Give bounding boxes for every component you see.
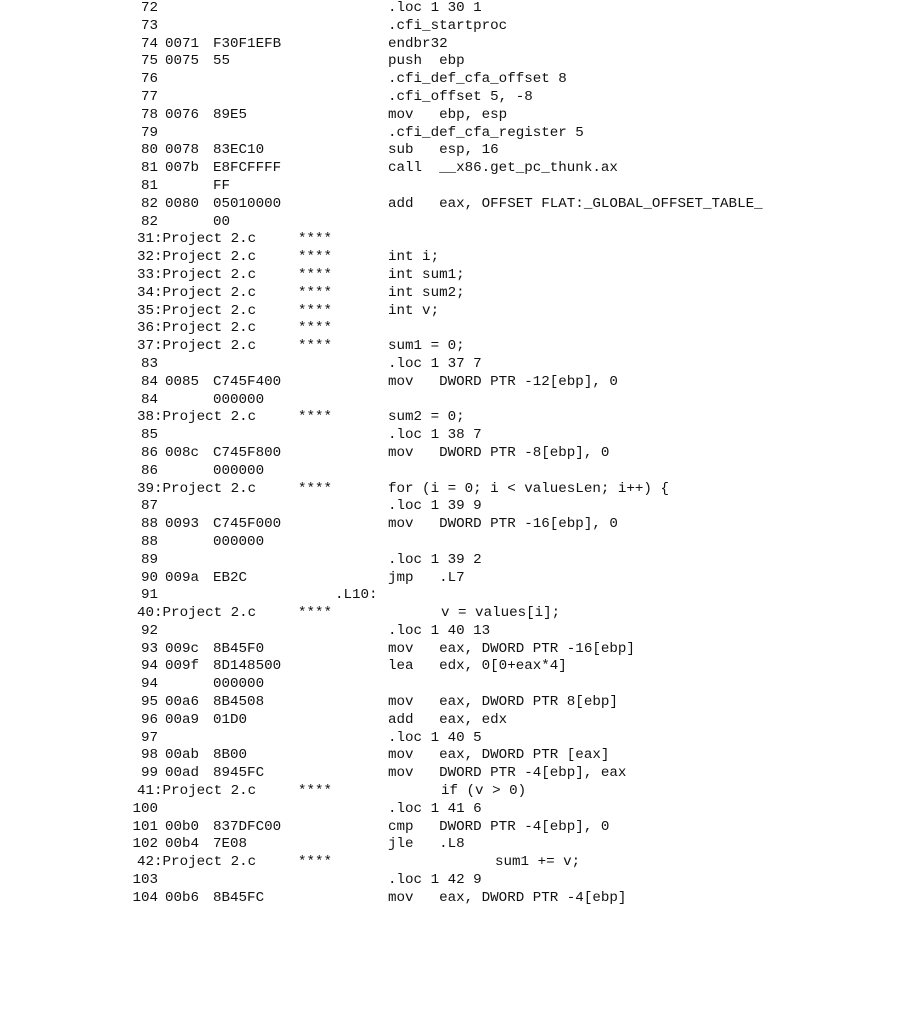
listing-machine-code: 000000 xyxy=(213,533,265,550)
listing-line-number: 103 xyxy=(132,872,158,889)
listing-line-number: 75 xyxy=(140,53,158,70)
listing-instruction: lea edx, 0[0+eax*4] xyxy=(388,658,567,675)
listing-instruction: .cfi_offset 5, -8 xyxy=(388,88,533,105)
listing-instruction: .loc 1 37 7 xyxy=(388,355,482,372)
listing-source-marker: **** xyxy=(298,231,333,248)
listing-machine-code: 7E08 xyxy=(213,836,248,853)
listing-machine-code: FF xyxy=(213,177,231,194)
listing-line-number: 98 xyxy=(140,747,158,764)
listing-line-number: 86 xyxy=(140,462,158,479)
listing-address: 00a9 xyxy=(165,711,200,728)
listing-instruction: .loc 1 39 9 xyxy=(388,498,482,515)
listing-source-row xyxy=(128,783,888,801)
listing-source-row xyxy=(128,303,888,321)
listing-instruction: mov eax, DWORD PTR 8[ebp] xyxy=(388,694,618,711)
listing-source-ref: 31:Project 2.c xyxy=(137,231,257,248)
listing-instruction: cmp DWORD PTR -4[ebp], 0 xyxy=(388,818,610,835)
listing-source-code: v = values[i]; xyxy=(441,605,561,622)
listing-line-number: 101 xyxy=(132,818,158,835)
listing-asm-row xyxy=(128,890,888,908)
listing-line-number: 102 xyxy=(132,836,158,853)
listing-asm-row xyxy=(128,498,888,516)
listing-source-marker: **** xyxy=(298,320,333,337)
listing-source-code: sum2 = 0; xyxy=(388,409,465,426)
listing-line-number: 78 xyxy=(140,106,158,123)
listing-asm-row xyxy=(128,178,888,196)
listing-line-number: 84 xyxy=(140,373,158,390)
listing-asm-row xyxy=(128,214,888,232)
listing-machine-code: 8B00 xyxy=(213,747,248,764)
listing-source-row xyxy=(128,267,888,285)
listing-asm-row xyxy=(128,712,888,730)
listing-address: 0080 xyxy=(165,195,200,212)
listing-source-row xyxy=(128,854,888,872)
listing-machine-code: 8D148500 xyxy=(213,658,282,675)
listing-asm-row xyxy=(128,463,888,481)
listing-source-row xyxy=(128,231,888,249)
listing-asm-row xyxy=(128,142,888,160)
listing-instruction: .loc 1 40 13 xyxy=(388,622,491,639)
listing-line-number: 99 xyxy=(140,765,158,782)
listing-line-number: 87 xyxy=(140,498,158,515)
listing-address: 00a6 xyxy=(165,694,200,711)
listing-machine-code: 000000 xyxy=(213,676,265,693)
listing-machine-code: 000000 xyxy=(213,391,265,408)
listing-instruction: .loc 1 41 6 xyxy=(388,800,482,817)
listing-machine-code: 05010000 xyxy=(213,195,282,212)
listing-line-number: 77 xyxy=(140,88,158,105)
listing-source-code: for (i = 0; i < valuesLen; i++) { xyxy=(388,480,669,497)
listing-address: 008c xyxy=(165,444,200,461)
listing-source-code: int i; xyxy=(388,249,440,266)
listing-instruction: sub esp, 16 xyxy=(388,142,499,159)
listing-machine-code: 01D0 xyxy=(213,711,248,728)
listing-source-row xyxy=(128,320,888,338)
listing-line-number: 81 xyxy=(140,177,158,194)
listing-line-number: 100 xyxy=(132,800,158,817)
listing-line-number: 84 xyxy=(140,391,158,408)
listing-line-number: 94 xyxy=(140,658,158,675)
listing-line-number: 80 xyxy=(140,142,158,159)
listing-address: 009f xyxy=(165,658,200,675)
listing-instruction: mov eax, DWORD PTR -4[ebp] xyxy=(388,889,627,906)
listing-asm-row xyxy=(128,107,888,125)
listing-asm-row xyxy=(128,356,888,374)
listing-source-marker: **** xyxy=(298,338,333,355)
listing-address: 0078 xyxy=(165,142,200,159)
listing-source-row xyxy=(128,409,888,427)
listing-source-ref: 40:Project 2.c xyxy=(137,605,257,622)
listing-line-number: 88 xyxy=(140,533,158,550)
listing-address: 007b xyxy=(165,160,200,177)
listing-line-number: 93 xyxy=(140,640,158,657)
listing-source-marker: **** xyxy=(298,605,333,622)
listing-source-row xyxy=(128,481,888,499)
listing-address: 009c xyxy=(165,640,200,657)
listing-instruction: mov DWORD PTR -12[ebp], 0 xyxy=(388,373,618,390)
listing-address: 00ab xyxy=(165,747,200,764)
listing-asm-row xyxy=(128,0,888,18)
listing-machine-code: C745F400 xyxy=(213,373,282,390)
listing-source-marker: **** xyxy=(298,409,333,426)
listing-asm-row xyxy=(128,445,888,463)
listing-instruction: jle .L8 xyxy=(388,836,465,853)
listing-asm-row xyxy=(128,641,888,659)
listing-asm-row xyxy=(128,392,888,410)
listing-instruction: .cfi_def_cfa_register 5 xyxy=(388,124,584,141)
listing-machine-code: 8B4508 xyxy=(213,694,265,711)
listing-line-number: 76 xyxy=(140,71,158,88)
listing-address: 009a xyxy=(165,569,200,586)
listing-line-number: 81 xyxy=(140,160,158,177)
listing-instruction: mov eax, DWORD PTR -16[ebp] xyxy=(388,640,635,657)
listing-address: 0085 xyxy=(165,373,200,390)
listing-line-number: 91 xyxy=(140,587,158,604)
listing-source-ref: 39:Project 2.c xyxy=(137,480,257,497)
listing-machine-code: 83EC10 xyxy=(213,142,265,159)
listing-instruction: .loc 1 42 9 xyxy=(388,872,482,889)
listing-asm-row xyxy=(128,836,888,854)
listing-asm-row xyxy=(128,71,888,89)
listing-instruction: mov ebp, esp xyxy=(388,106,508,123)
listing-machine-code: 00 xyxy=(213,213,231,230)
listing-instruction: .cfi_startproc xyxy=(388,17,508,34)
listing-source-row xyxy=(128,249,888,267)
listing-machine-code: 8945FC xyxy=(213,765,265,782)
listing-asm-row xyxy=(128,160,888,178)
listing-machine-code: F30F1EFB xyxy=(213,35,282,52)
listing-instruction: .loc 1 38 7 xyxy=(388,427,482,444)
listing-source-row xyxy=(128,285,888,303)
listing-instruction: mov eax, DWORD PTR [eax] xyxy=(388,747,610,764)
listing-machine-code: 55 xyxy=(213,53,231,70)
listing-source-ref: 32:Project 2.c xyxy=(137,249,257,266)
listing-asm-row xyxy=(128,819,888,837)
listing-source-row xyxy=(128,605,888,623)
listing-asm-row xyxy=(128,872,888,890)
listing-source-code: sum1 += v; xyxy=(495,854,581,871)
listing-source-ref: 34:Project 2.c xyxy=(137,284,257,301)
listing-address: 0075 xyxy=(165,53,200,70)
listing-line-number: 79 xyxy=(140,124,158,141)
listing-source-marker: **** xyxy=(298,266,333,283)
listing-address: 00b0 xyxy=(165,818,200,835)
listing-asm-row xyxy=(128,36,888,54)
listing-instruction: mov DWORD PTR -8[ebp], 0 xyxy=(388,444,610,461)
listing-source-marker: **** xyxy=(298,854,333,871)
listing-source-ref: 36:Project 2.c xyxy=(137,320,257,337)
listing-instruction: call __x86.get_pc_thunk.ax xyxy=(388,160,618,177)
listing-line-number: 82 xyxy=(140,213,158,230)
listing-line-number: 73 xyxy=(140,17,158,34)
listing-asm-row xyxy=(128,534,888,552)
listing-line-number: 89 xyxy=(140,551,158,568)
listing-instruction: .loc 1 30 1 xyxy=(388,0,482,16)
listing-line-number: 97 xyxy=(140,729,158,746)
listing-address: 0093 xyxy=(165,516,200,533)
listing-source-marker: **** xyxy=(298,284,333,301)
listing-line-number: 85 xyxy=(140,427,158,444)
listing-asm-row xyxy=(128,18,888,36)
listing-asm-row xyxy=(128,570,888,588)
listing-line-number: 86 xyxy=(140,444,158,461)
listing-machine-code: E8FCFFFF xyxy=(213,160,282,177)
listing-instruction: add eax, edx xyxy=(388,711,508,728)
listing-line-number: 92 xyxy=(140,622,158,639)
listing-asm-row xyxy=(128,801,888,819)
listing-source-ref: 42:Project 2.c xyxy=(137,854,257,871)
listing-source-marker: **** xyxy=(298,783,333,800)
listing-line-number: 74 xyxy=(140,35,158,52)
listing-machine-code: C745F000 xyxy=(213,516,282,533)
listing-instruction: endbr32 xyxy=(388,35,448,52)
listing-machine-code: 000000 xyxy=(213,462,265,479)
listing-source-marker: **** xyxy=(298,480,333,497)
listing-asm-row xyxy=(128,53,888,71)
listing-address: 0076 xyxy=(165,106,200,123)
listing-line-number: 96 xyxy=(140,711,158,728)
listing-machine-code: 837DFC00 xyxy=(213,818,282,835)
listing-source-ref: 41:Project 2.c xyxy=(137,783,257,800)
listing-asm-row xyxy=(128,658,888,676)
listing-address: 00ad xyxy=(165,765,200,782)
listing-asm-row xyxy=(128,516,888,534)
listing-source-marker: **** xyxy=(298,302,333,319)
listing-source-ref: 33:Project 2.c xyxy=(137,266,257,283)
listing-asm-row xyxy=(128,374,888,392)
listing-line-number: 72 xyxy=(140,0,158,16)
listing-asm-row xyxy=(128,89,888,107)
listing-machine-code: EB2C xyxy=(213,569,248,586)
listing-asm-row xyxy=(128,730,888,748)
listing-instruction: .loc 1 40 5 xyxy=(388,729,482,746)
listing-instruction: push ebp xyxy=(388,53,465,70)
listing-label-row xyxy=(128,587,888,605)
listing-line-number: 90 xyxy=(140,569,158,586)
listing-source-code: sum1 = 0; xyxy=(388,338,465,355)
listing-source-ref: 38:Project 2.c xyxy=(137,409,257,426)
listing-machine-code: 8B45FC xyxy=(213,889,265,906)
listing-instruction: mov DWORD PTR -16[ebp], 0 xyxy=(388,516,618,533)
listing-address: 0071 xyxy=(165,35,200,52)
listing-asm-row xyxy=(128,427,888,445)
listing-instruction: mov DWORD PTR -4[ebp], eax xyxy=(388,765,627,782)
listing-line-number: 95 xyxy=(140,694,158,711)
assembly-listing xyxy=(128,0,888,908)
listing-address: 00b6 xyxy=(165,889,200,906)
listing-asm-row xyxy=(128,552,888,570)
listing-machine-code: C745F800 xyxy=(213,444,282,461)
listing-source-code: int sum1; xyxy=(388,266,465,283)
listing-instruction: .loc 1 39 2 xyxy=(388,551,482,568)
listing-asm-row xyxy=(128,623,888,641)
listing-asm-row xyxy=(128,694,888,712)
listing-instruction: jmp .L7 xyxy=(388,569,465,586)
listing-asm-row xyxy=(128,765,888,783)
listing-machine-code: 8B45F0 xyxy=(213,640,265,657)
listing-source-ref: 35:Project 2.c xyxy=(137,302,257,319)
listing-asm-row xyxy=(128,196,888,214)
listing-line-number: 83 xyxy=(140,355,158,372)
listing-source-code: int sum2; xyxy=(388,284,465,301)
listing-address: 00b4 xyxy=(165,836,200,853)
listing-line-number: 82 xyxy=(140,195,158,212)
listing-source-row xyxy=(128,338,888,356)
listing-source-marker: **** xyxy=(298,249,333,266)
listing-instruction: .cfi_def_cfa_offset 8 xyxy=(388,71,567,88)
listing-asm-row xyxy=(128,747,888,765)
listing-machine-code: 89E5 xyxy=(213,106,248,123)
listing-line-number: 94 xyxy=(140,676,158,693)
listing-line-number: 88 xyxy=(140,516,158,533)
listing-instruction: add eax, OFFSET FLAT:_GLOBAL_OFFSET_TABLE_ xyxy=(388,195,763,212)
listing-label: .L10: xyxy=(335,587,378,604)
listing-source-ref: 37:Project 2.c xyxy=(137,338,257,355)
listing-asm-row xyxy=(128,125,888,143)
listing-asm-row xyxy=(128,676,888,694)
listing-line-number: 104 xyxy=(132,889,158,906)
listing-source-code: int v; xyxy=(388,302,440,319)
listing-source-code: if (v > 0) xyxy=(441,783,527,800)
